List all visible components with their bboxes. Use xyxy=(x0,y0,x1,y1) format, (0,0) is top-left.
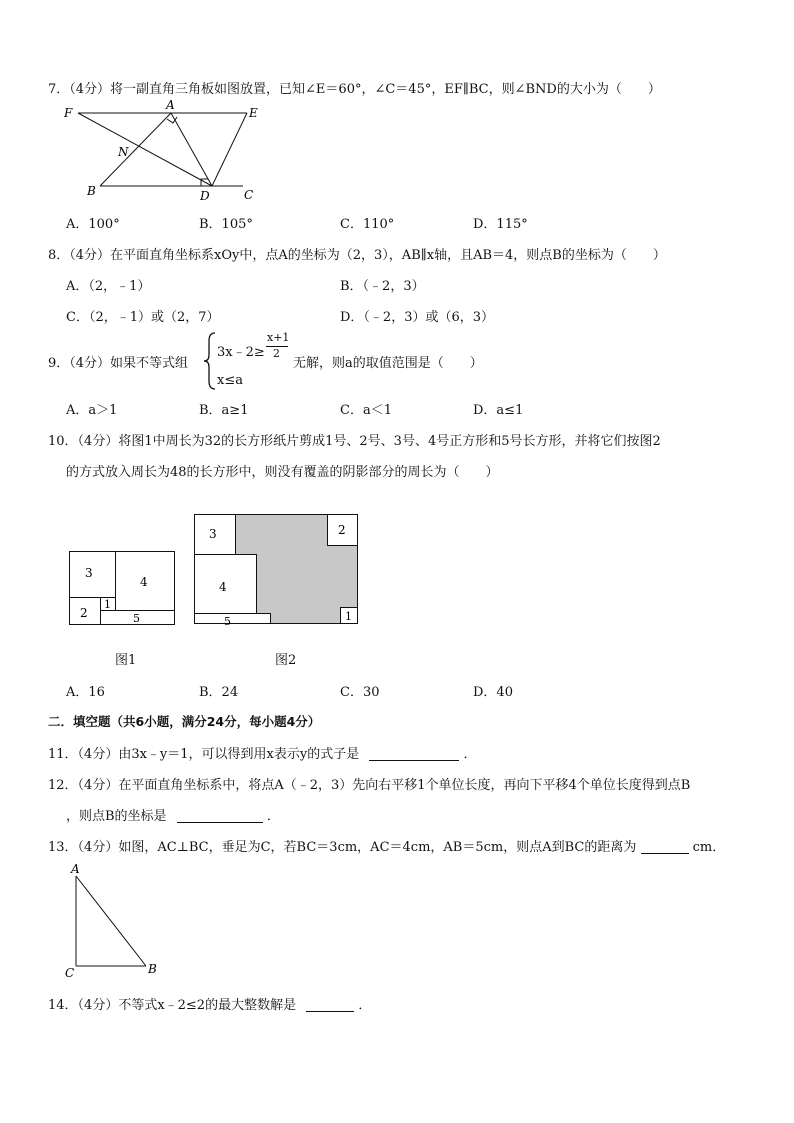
q11-stem: 11．（4分）由3x﹣y＝1，可以得到用x表示y的式子是 xyxy=(48,747,360,762)
q11-line xyxy=(48,743,477,762)
q9-option-a: A．a＞1 xyxy=(66,403,118,418)
q7-option-d: D．115° xyxy=(473,217,528,232)
q11-end: ． xyxy=(463,747,477,762)
segment-EC xyxy=(212,113,247,186)
q9-prefix: 9．（4分）如果不等式组 xyxy=(48,356,189,371)
segment-AB xyxy=(76,876,146,966)
segment-AB xyxy=(100,113,171,186)
q9-frac-num: x+1 xyxy=(267,331,290,344)
q8-option-c: C．（2，﹣1）或（2，7） xyxy=(66,310,220,325)
q10-figure-2 xyxy=(194,514,360,626)
q10-option-d: D．40 xyxy=(473,685,513,700)
q10-fig1-caption: 图1 xyxy=(115,653,137,668)
q14-line xyxy=(48,994,371,1013)
label-F: F xyxy=(64,106,73,120)
q7-option-c: C．110° xyxy=(340,217,395,232)
fig1-number-1: 1 xyxy=(104,598,111,611)
q7-option-a: A．100° xyxy=(66,217,120,232)
q7-figure xyxy=(60,98,270,206)
label-C: C xyxy=(65,966,75,980)
fig2-number-5: 5 xyxy=(224,615,231,626)
q9-option-c: C．a＜1 xyxy=(340,403,392,418)
q14-stem: 14．（4分）不等式x﹣2≤2的最大整数解是 xyxy=(48,998,297,1013)
q9-inequality-system xyxy=(203,331,290,391)
q10-fig2-caption: 图2 xyxy=(275,653,297,668)
q13-unit: cm． xyxy=(692,840,726,855)
label-A: A xyxy=(71,862,80,876)
q8-option-b: B．（﹣2，3） xyxy=(340,279,425,294)
q13-answer-blank[interactable] xyxy=(641,839,689,854)
q9-ineq1-left: 3x﹣2≥ xyxy=(217,345,265,360)
q12-stem-line2: ，则点B的坐标是 xyxy=(66,809,167,824)
label-E: E xyxy=(249,106,258,120)
fig2-number-4: 4 xyxy=(219,580,227,594)
label-D: D xyxy=(200,189,210,203)
q14-answer-blank[interactable] xyxy=(306,997,354,1012)
fig2-number-1: 1 xyxy=(345,610,352,623)
q7-stem: 7．（4分）将一副直角三角板如图放置，已知∠E＝60°，∠C＝45°，EF∥BC，则∠BND的大小为（ ） xyxy=(48,82,661,97)
q10-stem-line2: 的方式放入周长为48的长方形中，则没有覆盖的阴影部分的周长为（ ） xyxy=(66,465,499,480)
q8-option-a: A．（2，﹣1） xyxy=(66,279,151,294)
q13-stem: 13．（4分）如图，AC⊥BC，垂足为C，若BC＝3cm，AC＝4cm，AB＝5cm，则点A到BC的距离为 xyxy=(48,840,637,855)
q9-suffix: 无解，则a的取值范围是（ ） xyxy=(293,356,483,371)
fig2-number-3: 3 xyxy=(209,527,217,541)
segment-AC xyxy=(171,113,243,186)
q14-end: ． xyxy=(358,998,372,1013)
label-A: A xyxy=(166,98,175,112)
section-2-title: 二．填空题（共6小题，满分24分，每小题4分） xyxy=(48,714,321,729)
q7-option-b: B．105° xyxy=(199,217,253,232)
q9-ineq2: x≤a xyxy=(217,373,243,388)
q12-end: ． xyxy=(266,809,280,824)
q10-option-a: A．16 xyxy=(66,685,105,700)
q9-option-d: D．a≤1 xyxy=(473,403,524,418)
q9-option-b: B．a≥1 xyxy=(199,403,249,418)
q12-answer-blank[interactable] xyxy=(177,808,263,823)
right-angle-A xyxy=(167,117,177,123)
q13-figure xyxy=(62,860,162,980)
q8-option-d: D．（﹣2，3）或（6，3） xyxy=(340,310,495,325)
q10-option-b: B．24 xyxy=(199,685,239,700)
fig1-number-3: 3 xyxy=(85,566,93,580)
fig1-number-4: 4 xyxy=(140,575,148,589)
fig2-number-2: 2 xyxy=(338,523,346,537)
q12-line2 xyxy=(66,805,280,824)
q10-stem-line1: 10．（4分）将图1中周长为32的长方形纸片剪成1号、2号、3号、4号正方形和5号长方形，并将它们按图2 xyxy=(48,434,661,449)
q13-line xyxy=(48,836,725,855)
q11-answer-blank[interactable] xyxy=(369,746,459,761)
label-N: N xyxy=(118,145,129,159)
fig1-number-2: 2 xyxy=(80,606,88,620)
q10-option-c: C．30 xyxy=(340,685,380,700)
q10-figure-1 xyxy=(69,551,176,627)
label-B: B xyxy=(148,962,157,976)
label-C: C xyxy=(244,188,254,202)
q9-brace xyxy=(203,331,217,391)
q12-stem-line1: 12．（4分）在平面直角坐标系中，将点A（﹣2，3）先向右平移1个单位长度，再向下平移4个单位长度得到点B xyxy=(48,778,691,793)
label-B: B xyxy=(87,184,96,198)
fig1-number-5: 5 xyxy=(133,612,140,625)
q8-stem: 8．（4分）在平面直角坐标系xOy中，点A的坐标为（2，3），AB∥x轴，且AB＝4，则点B的坐标为（ ） xyxy=(48,248,666,263)
q9-frac-den: 2 xyxy=(273,347,280,360)
